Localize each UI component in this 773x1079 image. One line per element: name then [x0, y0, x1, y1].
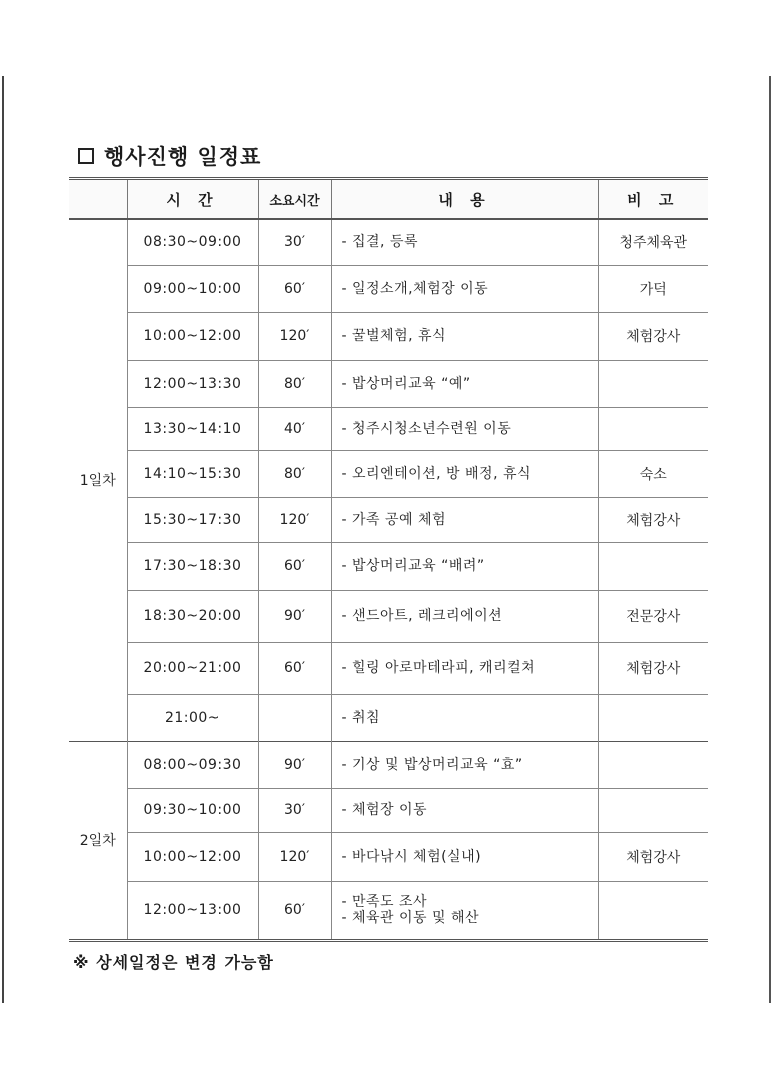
header-day: [69, 179, 127, 220]
table-row: [69, 788, 708, 832]
duration-cell: [258, 694, 331, 741]
table-header-row: [69, 179, 708, 220]
header-content: 내 용: [331, 179, 598, 220]
time-cell: 13:30~14:10: [127, 407, 258, 450]
content-line: - 힐링 아로마테라피, 캐리컬쳐: [341, 660, 536, 676]
table-row: [69, 450, 708, 497]
page-title: [78, 141, 261, 171]
content-cell: [331, 642, 598, 694]
content-cell: [331, 407, 598, 450]
table-row: [69, 219, 708, 265]
time-cell: 15:30~17:30: [127, 497, 258, 542]
duration-cell: 120′: [258, 497, 331, 542]
note-cell: 가덕: [598, 265, 708, 312]
schedule-table: [69, 177, 708, 942]
note-cell: [598, 881, 708, 940]
day-label: 2일차: [69, 741, 127, 940]
time-cell: 12:00~13:00: [127, 881, 258, 940]
time-cell: 14:10~15:30: [127, 450, 258, 497]
duration-cell: 120′: [258, 832, 331, 881]
duration-cell: 90′: [258, 590, 331, 642]
content-cell: [331, 694, 598, 741]
content-line: - 오리엔테이션, 방 배정, 휴식: [341, 465, 532, 482]
time-cell: 08:00~09:30: [127, 741, 258, 788]
footnote: ※ 상세일정은 변경 가능함: [73, 953, 274, 972]
duration-cell: 60′: [258, 642, 331, 694]
note-cell: [598, 407, 708, 450]
table-row: [69, 694, 708, 741]
content-line: - 밥상머리교육 “배려”: [341, 558, 485, 574]
content-line: - 바다낚시 체험(실내): [341, 848, 482, 865]
content-line: - 만족도 조사: [341, 894, 428, 910]
duration-cell: 60′: [258, 265, 331, 312]
content-cell: [331, 360, 598, 407]
duration-cell: 120′: [258, 312, 331, 360]
time-cell: 08:30~09:00: [127, 219, 258, 265]
content-cell: [331, 542, 598, 590]
duration-cell: 60′: [258, 542, 331, 590]
schedule-body: [69, 219, 708, 940]
table-row: [69, 642, 708, 694]
note-cell: [598, 360, 708, 407]
time-cell: 17:30~18:30: [127, 542, 258, 590]
day-label: 1일차: [69, 219, 127, 741]
time-cell: 12:00~13:30: [127, 360, 258, 407]
table-row: [69, 590, 708, 642]
time-cell: 09:30~10:00: [127, 788, 258, 832]
note-cell: 전문강사: [598, 590, 708, 642]
table-row: [69, 360, 708, 407]
content-line: - 체험장 이동: [341, 802, 428, 818]
time-cell: 18:30~20:00: [127, 590, 258, 642]
duration-cell: 30′: [258, 219, 331, 265]
content-line: - 체육관 이동 및 해산: [341, 910, 480, 926]
page-edge-right: [769, 76, 771, 1003]
duration-cell: 30′: [258, 788, 331, 832]
content-cell: [331, 497, 598, 542]
content-cell: [331, 788, 598, 832]
duration-cell: 40′: [258, 407, 331, 450]
header-duration: 소요시간: [258, 179, 331, 220]
content-cell: [331, 590, 598, 642]
table-row: [69, 881, 708, 940]
note-cell: 체험강사: [598, 497, 708, 542]
content-cell: [331, 265, 598, 312]
table-row: [69, 497, 708, 542]
note-cell: 숙소: [598, 450, 708, 497]
note-cell: [598, 542, 708, 590]
content-line: - 청주시청소년수련원 이동: [341, 420, 512, 437]
content-cell: [331, 450, 598, 497]
time-cell: 10:00~12:00: [127, 312, 258, 360]
table-row: [69, 407, 708, 450]
table-row: [69, 542, 708, 590]
time-cell: 10:00~12:00: [127, 832, 258, 881]
content-cell: [331, 832, 598, 881]
content-cell: [331, 312, 598, 360]
note-cell: 체험강사: [598, 642, 708, 694]
page-edge-left: [2, 76, 4, 1003]
table-row: [69, 832, 708, 881]
header-note: 비 고: [598, 179, 708, 220]
note-cell: 체험강사: [598, 832, 708, 881]
content-cell: [331, 219, 598, 265]
content-line: - 꿀벌체험, 휴식: [341, 328, 447, 344]
duration-cell: 90′: [258, 741, 331, 788]
table-row: [69, 265, 708, 312]
header-time: 시 간: [127, 179, 258, 220]
time-cell: 20:00~21:00: [127, 642, 258, 694]
duration-cell: 80′: [258, 360, 331, 407]
table-row: [69, 312, 708, 360]
time-cell: 09:00~10:00: [127, 265, 258, 312]
content-line: - 일정소개,체험장 이동: [341, 280, 489, 297]
note-cell: [598, 694, 708, 741]
content-line: - 기상 및 밥상머리교육 “효”: [341, 756, 523, 773]
checkbox-square-icon: [78, 148, 94, 164]
table-row: [69, 741, 708, 788]
duration-cell: 80′: [258, 450, 331, 497]
note-cell: [598, 741, 708, 788]
note-cell: 청주체육관: [598, 219, 708, 265]
note-cell: 체험강사: [598, 312, 708, 360]
content-line: - 집결, 등록: [341, 234, 418, 251]
page-title-text: 행사진행 일정표: [104, 145, 262, 169]
duration-cell: 60′: [258, 881, 331, 940]
time-cell: 21:00~: [127, 694, 258, 741]
content-line: - 취침: [341, 709, 381, 726]
content-line: - 가족 공예 체험: [341, 511, 447, 528]
note-cell: [598, 788, 708, 832]
content-line: - 샌드아트, 레크리에이션: [341, 608, 503, 624]
content-line: - 밥상머리교육 “예”: [341, 375, 471, 392]
content-cell: [331, 741, 598, 788]
content-cell: [331, 881, 598, 940]
